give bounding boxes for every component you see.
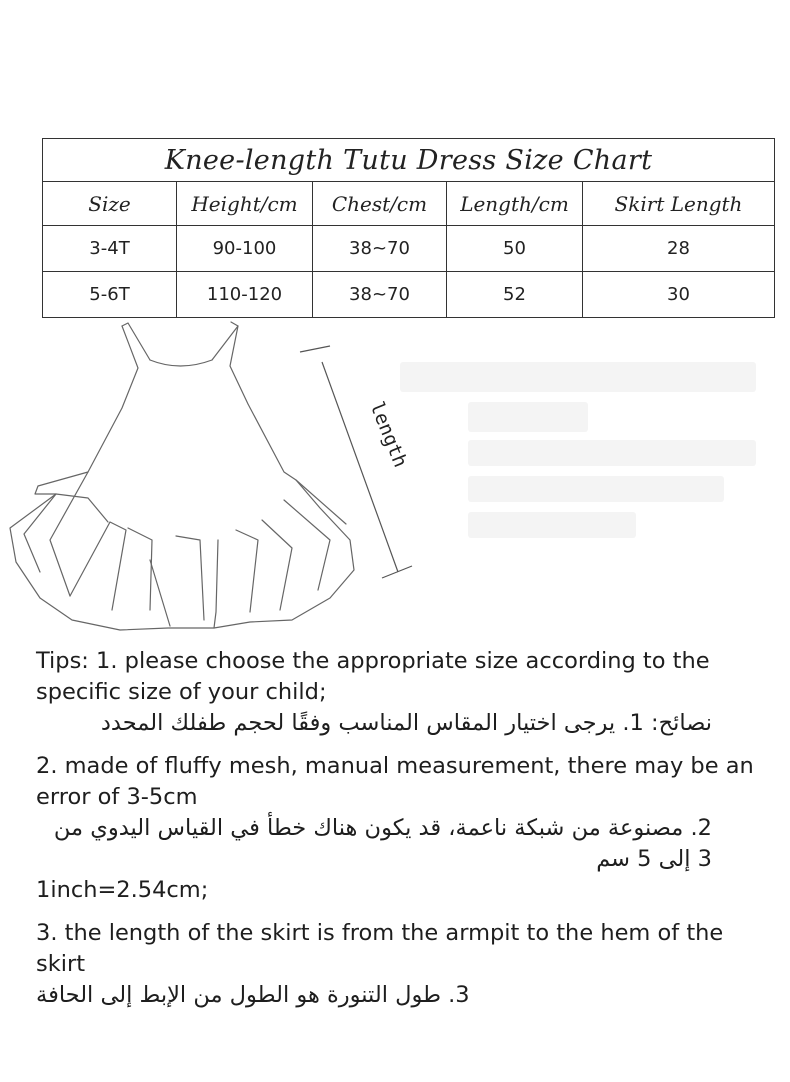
tip-3-english: 3. the length of the skirt is from the armpit to the hem of the skirt <box>36 920 724 977</box>
table-cell: 50 <box>447 226 583 272</box>
table-cell: 3-4T <box>43 226 177 272</box>
header-skirt-length: Skirt Length <box>583 182 775 226</box>
right-strap <box>212 322 238 360</box>
neckline <box>150 360 212 366</box>
skirt-panel <box>128 528 152 610</box>
header-size: Size <box>43 182 177 226</box>
tip-1-english: Tips: 1. please choose the appropriate size according to the specific size of your child; <box>36 648 710 705</box>
table-row <box>43 272 775 318</box>
table-cell: 52 <box>447 272 583 318</box>
length-measure-line <box>322 362 398 572</box>
header-chest: Chest/cm <box>313 182 447 226</box>
table-cell: 110-120 <box>177 272 313 318</box>
tip-2-conversion: 1inch=2.54cm; <box>36 877 209 903</box>
faded-background-bar <box>468 476 724 502</box>
faded-background-bar <box>400 362 756 392</box>
left-strap <box>122 323 150 360</box>
faded-background-bar <box>468 512 636 538</box>
skirt-panel <box>262 520 292 610</box>
skirt-panel <box>284 500 330 590</box>
table-cell: 30 <box>583 272 775 318</box>
length-label: length <box>365 398 412 471</box>
tip-1 <box>36 646 776 739</box>
skirt-panel <box>70 522 126 610</box>
tip-2-english: 2. made of fluffy mesh, manual measurement, there may be an error of 3-5cm <box>36 753 754 810</box>
table-cell: 38~70 <box>313 226 447 272</box>
faded-background-bar <box>468 440 756 466</box>
skirt-panel <box>236 530 258 612</box>
skirt-panel <box>150 560 170 626</box>
tip-3-arabic: 3. طول التنورة هو الطول من الإبط إلى الحافة <box>36 982 470 1008</box>
skirt-panel <box>176 536 204 620</box>
header-length: Length/cm <box>447 182 583 226</box>
header-height: Height/cm <box>177 182 313 226</box>
tip-2 <box>36 751 776 906</box>
skirt-panel <box>214 540 218 628</box>
length-tick-top <box>300 346 330 352</box>
tip-2-arabic: 2. مصنوعة من شبكة ناعمة، قد يكون هناك خطأ في القياس اليدوي من 3 إلى 5 سم <box>53 815 712 872</box>
size-chart-table <box>42 138 775 318</box>
tips-section <box>36 646 776 1023</box>
dress-outline <box>10 326 354 630</box>
tip-3 <box>36 918 776 1011</box>
table-cell: 90-100 <box>177 226 313 272</box>
faded-background-bar <box>468 402 588 432</box>
skirt-panel <box>50 472 88 596</box>
tip-1-arabic: نصائح: 1. يرجى اختيار المقاس المناسب وفقًا لحجم طفلك المحدد <box>100 710 712 736</box>
table-row <box>43 226 775 272</box>
skirt-panel <box>56 494 108 522</box>
table-cell: 38~70 <box>313 272 447 318</box>
table-cell: 28 <box>583 226 775 272</box>
table-cell: 5-6T <box>43 272 177 318</box>
size-chart-title: Knee-length Tutu Dress Size Chart <box>43 139 775 182</box>
